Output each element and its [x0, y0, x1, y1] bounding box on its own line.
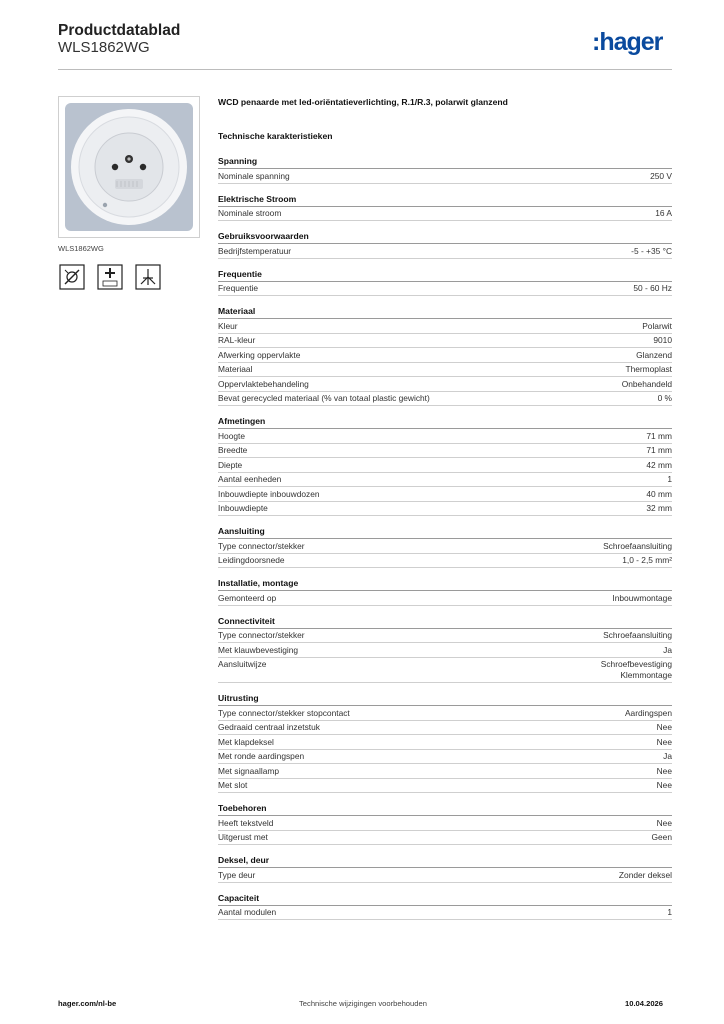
section-heading: Materiaal	[218, 305, 672, 319]
spec-value: Nee	[656, 817, 672, 828]
spec-value: 1	[667, 907, 672, 917]
spec-label: Breedte	[218, 445, 248, 455]
spec-label: Frequentie	[218, 283, 259, 293]
spec-row	[218, 831, 672, 846]
spec-row	[218, 868, 672, 883]
spec-row	[218, 458, 672, 473]
spec-label: Bedrijfstemperatuur	[218, 245, 292, 256]
product-description: WCD penaarde met led-oriëntatieverlichting, R.1/R.3, polarwit glanzend	[218, 97, 508, 107]
spec-row	[218, 629, 672, 644]
spec-label: Met ronde aardingspen	[218, 751, 305, 761]
spec-value: 16 A	[655, 208, 672, 218]
spec-row	[218, 282, 672, 297]
spec-row	[218, 764, 672, 779]
spec-row	[218, 750, 672, 765]
spec-value: Thermoplast	[625, 364, 672, 374]
section-heading: Frequentie	[218, 268, 672, 282]
spec-label: Type connector/stekker stopcontact	[218, 707, 350, 718]
spec-label: Aantal eenheden	[218, 474, 282, 484]
spec-value: Schroefaansluiting	[603, 540, 672, 551]
no-drill-mark-icon	[59, 264, 85, 290]
spec-label: Afwerking oppervlakte	[218, 349, 301, 360]
spec-row	[218, 706, 672, 721]
section-heading: Connectiviteit	[218, 615, 672, 629]
section-heading: Spanning	[218, 155, 672, 169]
spec-label: Nominale stroom	[218, 208, 282, 218]
spec-row	[218, 735, 672, 750]
spec-value: Nee	[656, 722, 672, 732]
footer-date: 10.04.2026	[625, 999, 664, 1008]
spec-table	[218, 155, 672, 920]
spec-row	[218, 348, 672, 363]
spec-value: Zonder deksel	[618, 869, 672, 880]
spec-label: Diepte	[218, 459, 243, 470]
spec-value: Glanzend	[636, 349, 672, 360]
spec-label: Met klauwbevestiging	[218, 644, 299, 655]
spec-row	[218, 429, 672, 444]
spec-label: Gedraaid centraal inzetstuk	[218, 722, 320, 732]
spec-row	[218, 487, 672, 502]
spec-label: Uitgerust met	[218, 832, 268, 842]
spec-row	[218, 319, 672, 334]
spec-label: Gemonteerd op	[218, 592, 277, 603]
spec-value: Ja	[663, 751, 672, 761]
spec-row	[218, 444, 672, 459]
spec-label: Aansluitwijze	[218, 659, 267, 669]
spec-label: Bevat gerecycled materiaal (% van totaal plastic gewicht)	[218, 393, 430, 403]
spec-row	[218, 363, 672, 378]
spec-row	[218, 721, 672, 736]
section-heading: Elektrische Stroom	[218, 193, 672, 207]
footer-disclaimer: Technische wijzigingen voorbehouden	[299, 999, 427, 1008]
photo-caption: WLS1862WG	[58, 244, 104, 253]
spec-value: 250 V	[650, 170, 672, 181]
spec-value: 40 mm	[646, 488, 672, 499]
spec-label: Type deur	[218, 869, 256, 880]
footer-website: hager.com/nl-be	[58, 999, 117, 1008]
spec-row	[218, 377, 672, 392]
spec-value: -5 - +35 °C	[631, 245, 672, 256]
spec-row	[218, 473, 672, 488]
hager-logo: :hager	[592, 28, 663, 56]
spec-row	[218, 244, 672, 259]
spec-row	[218, 334, 672, 349]
spec-label: Met slot	[218, 780, 248, 790]
spec-value: Polarwit	[642, 320, 672, 331]
kurz-mark-icon	[97, 264, 123, 290]
spec-row	[218, 591, 672, 606]
spec-value: 42 mm	[646, 459, 672, 470]
spec-value: Ja	[663, 644, 672, 655]
spec-value: Geen	[651, 832, 672, 842]
spec-row	[218, 643, 672, 658]
spec-label: Materiaal	[218, 364, 253, 374]
spec-label: Nominale spanning	[218, 170, 290, 181]
section-heading: Gebruiksvoorwaarden	[218, 230, 672, 244]
spec-value: 50 - 60 Hz	[633, 283, 672, 293]
spec-row	[218, 169, 672, 184]
spec-row	[218, 779, 672, 794]
product-code: WLS1862WG	[58, 39, 150, 56]
spec-value: Nee	[656, 765, 672, 776]
section-heading: Deksel, deur	[218, 854, 672, 868]
spec-value: Nee	[656, 780, 672, 790]
spec-value: Nee	[656, 736, 672, 747]
spec-value: 1	[667, 474, 672, 484]
spec-row	[218, 554, 672, 569]
spec-label: Inbouwdiepte	[218, 503, 268, 513]
spec-value: Schroefaansluiting	[603, 630, 672, 640]
spec-row	[218, 502, 672, 517]
section-heading: Aansluiting	[218, 525, 672, 539]
spec-label: Type connector/stekker	[218, 540, 305, 551]
spec-label: Aantal modulen	[218, 907, 277, 917]
spec-label: Met klapdeksel	[218, 736, 274, 747]
spec-row	[218, 658, 672, 684]
spec-label: Met signaallamp	[218, 765, 279, 776]
spec-value: 9010	[653, 335, 672, 345]
header-divider	[58, 69, 672, 70]
section-heading: Installatie, montage	[218, 577, 672, 591]
product-photo	[58, 96, 200, 238]
spec-label: Leidingdoorsnede	[218, 555, 285, 565]
spec-value: 1,0 - 2,5 mm²	[622, 555, 672, 565]
spec-value: 0 %	[657, 393, 672, 403]
spec-row	[218, 539, 672, 554]
spec-label: Oppervlaktebehandeling	[218, 378, 309, 389]
spec-value: 32 mm	[646, 503, 672, 513]
spec-label: Type connector/stekker	[218, 630, 305, 640]
section-heading: Toebehoren	[218, 802, 672, 816]
spec-value: Inbouwmontage	[612, 592, 672, 603]
spec-value: Schroefbevestiging Klemmontage	[600, 659, 672, 680]
section-heading: Uitrusting	[218, 692, 672, 706]
spec-label: Heeft tekstveld	[218, 817, 274, 828]
spec-row	[218, 816, 672, 831]
spec-label: Hoogte	[218, 430, 246, 441]
tech-heading: Technische karakteristieken	[218, 131, 333, 141]
section-heading: Capaciteit	[218, 892, 672, 906]
spec-value: Onbehandeld	[621, 378, 672, 389]
spec-row	[218, 906, 672, 921]
spec-value: Aardingspen	[624, 707, 672, 718]
spec-label: Inbouwdiepte inbouwdozen	[218, 488, 320, 499]
spec-label: RAL-kleur	[218, 335, 256, 345]
antenna-mark-icon	[135, 264, 161, 290]
page-title: Productdatablad	[58, 22, 181, 39]
spec-value: 71 mm	[646, 445, 672, 455]
section-heading: Afmetingen	[218, 415, 672, 429]
spec-label: Kleur	[218, 320, 238, 331]
spec-value: 71 mm	[646, 430, 672, 441]
spec-row	[218, 392, 672, 407]
spec-row	[218, 207, 672, 222]
